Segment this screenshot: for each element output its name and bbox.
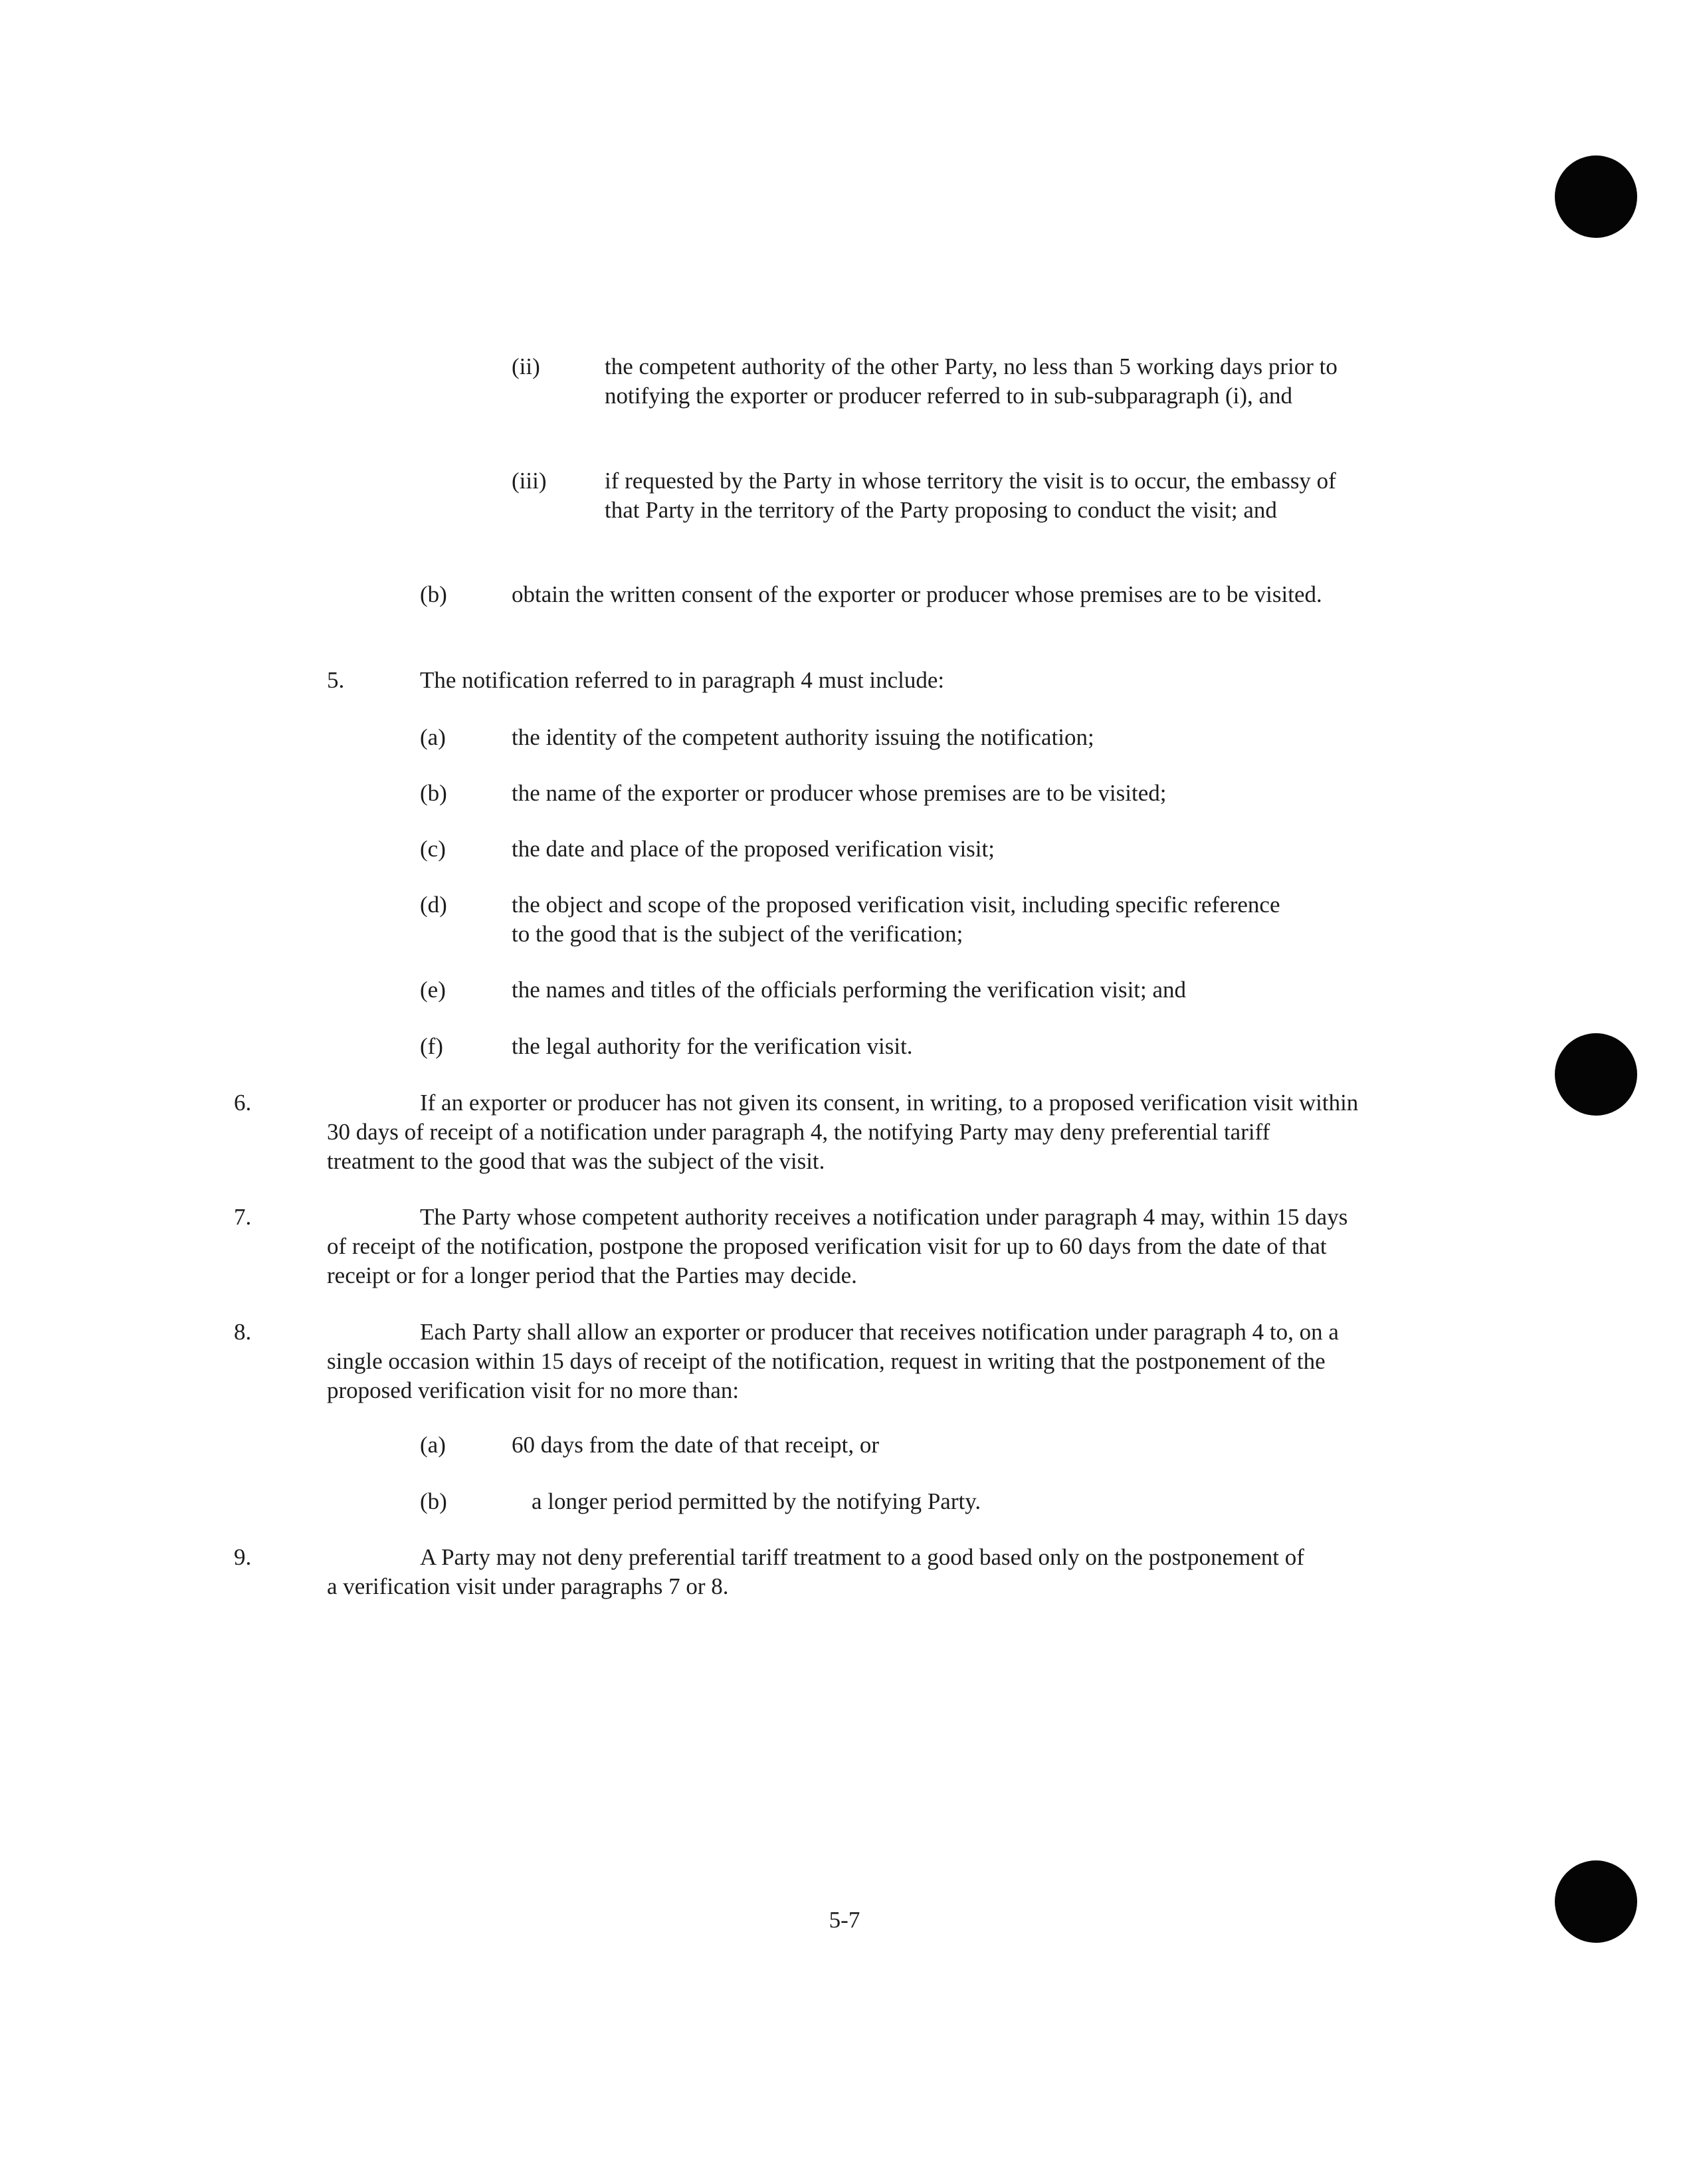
sub-item-text: the competent authority of the other Party, no less than 5 working days prior to notifying the exporter or producer referred to in sub-subparagraph (i), and (605, 353, 1338, 409)
paragraph-6 (234, 1088, 1363, 1176)
paragraph-number: 6. (234, 1090, 252, 1116)
sub-item-text: if requested by the Party in whose territory the visit is to occur, the embassy of that Party in the territory of the Party proposing to conduct the visit; and (605, 468, 1336, 523)
paragraph-number: 7. (234, 1204, 252, 1230)
item-label: (e) (420, 977, 446, 1003)
item-text: the name of the exporter or producer whose premises are to be visited; (512, 780, 1167, 806)
item-label: (b) (420, 1488, 447, 1514)
sub-item-label: (ii) (512, 353, 540, 379)
page-number: 5-7 (829, 1907, 860, 1933)
item-text: the legal authority for the verification visit. (512, 1033, 913, 1059)
item-label: (a) (420, 1432, 446, 1458)
item-label: (b) (420, 780, 447, 806)
paragraph-text: Each Party shall allow an exporter or producer that receives notification under paragraph 4 to, on a single occasion within 15 days of receipt of the notification, request in writing that the postponement of the proposed verification visit for no more than: (327, 1319, 1339, 1403)
paragraph-number: 5. (327, 667, 345, 693)
paragraph-text: The Party whose competent authority receives a notification under paragraph 4 may, within 15 days of receipt of the notification, postpone the proposed verification visit for up to 60 days from the date of that receipt or for a longer period that the Parties may decide. (327, 1204, 1348, 1288)
item-text: the date and place of the proposed verification visit; (512, 836, 995, 862)
paragraph-number: 8. (234, 1319, 252, 1345)
item-text: the names and titles of the officials performing the verification visit; and (512, 977, 1187, 1003)
item-label: (a) (420, 724, 446, 750)
item-label: (f) (420, 1033, 443, 1059)
sub-item-label: (iii) (512, 468, 547, 494)
item-text: the object and scope of the proposed verification visit, including specific reference to the good that is the subject of the verification; (512, 892, 1280, 947)
item-text: 60 days from the date of that receipt, or (512, 1432, 879, 1458)
punch-hole-top (1555, 155, 1637, 238)
item-label: (c) (420, 836, 446, 862)
item-label: (b) (420, 581, 447, 607)
paragraph-8 (234, 1318, 1363, 1405)
item-text: the identity of the competent authority issuing the notification; (512, 724, 1094, 750)
item-text: a longer period permitted by the notifying Party. (532, 1488, 981, 1514)
paragraph-text: A Party may not deny preferential tariff treatment to a good based only on the postponement of a verification visit under paragraphs 7 or 8. (327, 1544, 1304, 1599)
paragraph-number: 9. (234, 1544, 252, 1570)
punch-hole-middle (1555, 1033, 1637, 1116)
paragraph-text: If an exporter or producer has not given its consent, in writing, to a proposed verification visit within 30 days of receipt of a notification under paragraph 4, the notifying Party may deny preferential tariff treatment to the good that was the subject of the visit. (327, 1090, 1359, 1174)
paragraph-9 (234, 1543, 1310, 1601)
item-text: obtain the written consent of the exporter or producer whose premises are to be visited. (512, 581, 1322, 607)
item-label: (d) (420, 892, 447, 918)
paragraph-text: The notification referred to in paragraph 4 must include: (420, 667, 945, 693)
paragraph-7 (234, 1203, 1363, 1290)
